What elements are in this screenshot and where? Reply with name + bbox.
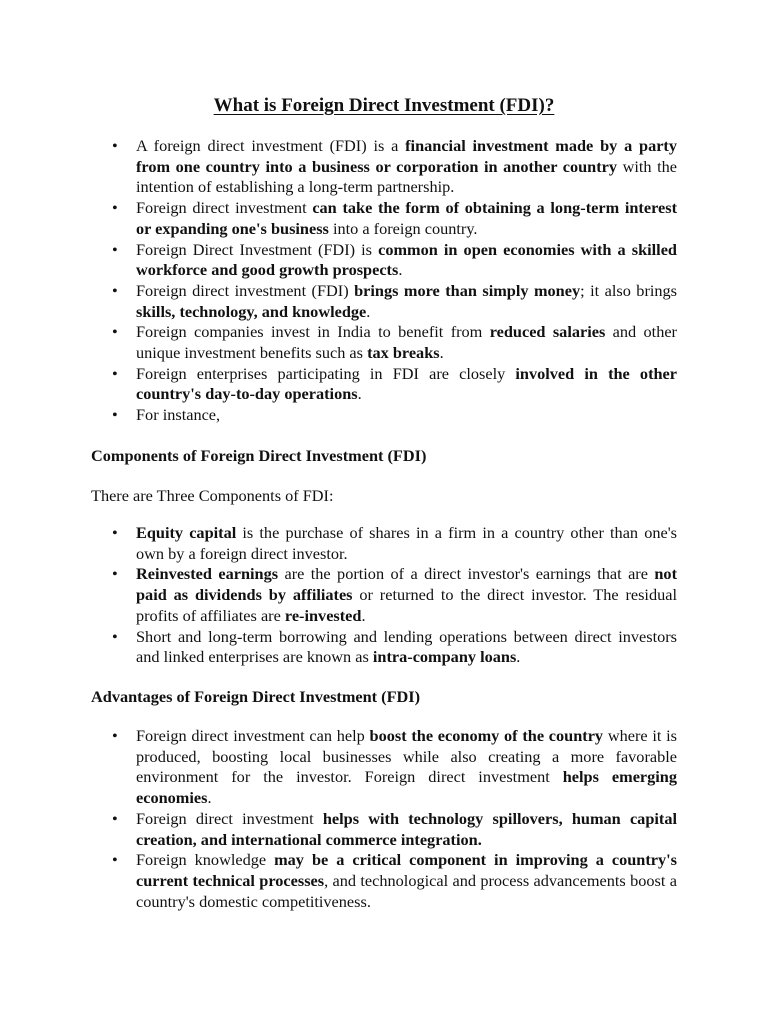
components-intro: There are Three Components of FDI: [91, 486, 334, 505]
list-item: • Foreign knowledge may be a critical component in improving a country's current technical processes, and technological and process advancements boost a country's domestic competitiveness. [112, 850, 677, 912]
fdi-definition-list [112, 136, 677, 426]
list-item: • Foreign direct investment helps with technology spillovers, human capital creation, and international commerce integration. [112, 809, 677, 850]
components-heading: Components of Foreign Direct Investment (FDI) [91, 446, 427, 465]
list-item: • For instance, [112, 405, 677, 426]
list-item: • Foreign direct investment can take the form of obtaining a long-term interest or expanding one's business into a foreign country. [112, 198, 677, 239]
advantages-list [112, 726, 677, 912]
list-item: • Foreign direct investment (FDI) brings more than simply money; it also brings skills, technology, and knowledge. [112, 281, 677, 322]
list-item: • Foreign companies invest in India to benefit from reduced salaries and other unique investment benefits such as tax breaks. [112, 322, 677, 363]
components-list [112, 523, 677, 668]
list-item: • Reinvested earnings are the portion of a direct investor's earnings that are not paid as dividends by affiliates or returned to the direct investor. The residual profits of affiliates are re-invested. [112, 564, 677, 626]
document-title: What is Foreign Direct Investment (FDI)? [213, 95, 555, 116]
list-item: • Foreign direct investment can help boost the economy of the country where it is produced, boosting local businesses while also creating a more favorable environment for the investor. Foreign direct investment helps emerging economies. [112, 726, 677, 809]
advantages-heading: Advantages of Foreign Direct Investment (FDI) [91, 687, 421, 706]
list-item: • A foreign direct investment (FDI) is a financial investment made by a party from one country into a business or corporation in another country with the intention of establishing a long-term partnership. [112, 136, 677, 198]
list-item: • Equity capital is the purchase of shares in a firm in a country other than one's own by a foreign direct investor. [112, 523, 677, 564]
list-item: • Short and long-term borrowing and lending operations between direct investors and linked enterprises are known as intra-company loans. [112, 627, 677, 668]
list-item: • Foreign enterprises participating in FDI are closely involved in the other country's day-to-day operations. [112, 364, 677, 405]
list-item: • Foreign Direct Investment (FDI) is common in open economies with a skilled workforce and good growth prospects. [112, 240, 677, 281]
